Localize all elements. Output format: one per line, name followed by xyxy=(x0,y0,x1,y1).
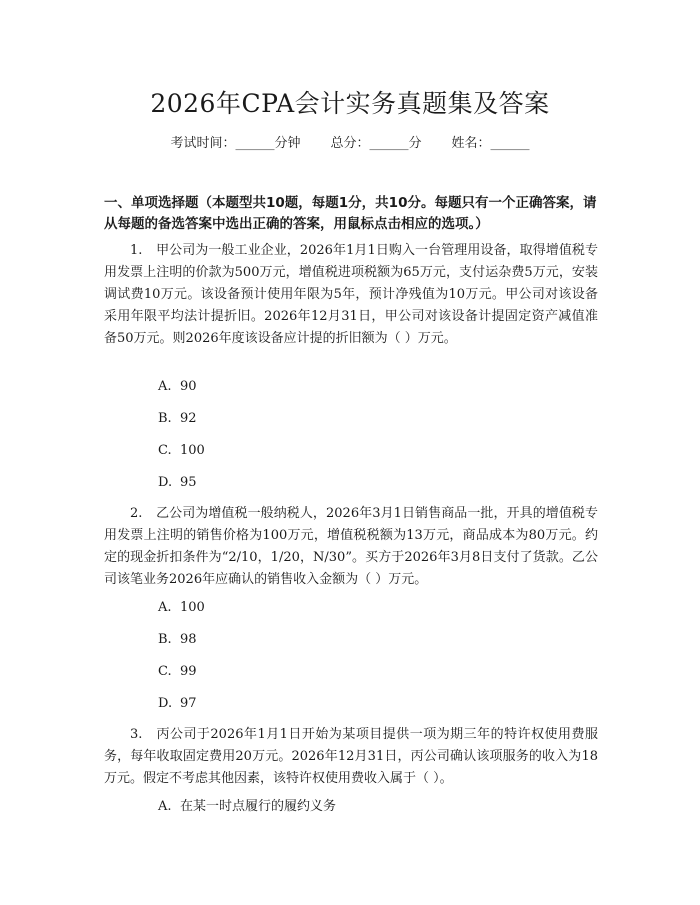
question-2-option-b[interactable] xyxy=(158,630,197,650)
total-score-field: 总分：______分 xyxy=(330,136,422,151)
question-2-option-c[interactable] xyxy=(158,662,197,682)
option-text: 100 xyxy=(180,443,205,458)
question-number: 2. xyxy=(130,506,143,521)
question-2-option-a[interactable] xyxy=(158,598,205,618)
option-letter: B. xyxy=(158,411,172,426)
option-letter: A. xyxy=(158,379,172,394)
option-text: 97 xyxy=(180,696,197,711)
question-1-option-b[interactable] xyxy=(158,409,197,429)
question-1-option-d[interactable] xyxy=(158,473,197,493)
question-3-option-a[interactable] xyxy=(158,797,336,817)
option-letter: A. xyxy=(158,799,172,814)
option-letter: C. xyxy=(158,664,172,679)
option-letter: D. xyxy=(158,475,173,490)
option-text: 99 xyxy=(180,664,197,679)
question-1-option-c[interactable] xyxy=(158,441,205,461)
option-text: 98 xyxy=(180,632,197,647)
option-text: 92 xyxy=(180,411,197,426)
name-field: 姓名：______ xyxy=(451,136,530,151)
option-text: 100 xyxy=(180,600,205,615)
option-letter: D. xyxy=(158,696,173,711)
question-number: 3. xyxy=(130,727,143,742)
question-3 xyxy=(104,724,598,790)
exam-info-line xyxy=(0,132,700,151)
question-number: 1. xyxy=(130,243,143,258)
option-letter: B. xyxy=(158,632,172,647)
option-text: 95 xyxy=(180,475,197,490)
option-letter: C. xyxy=(158,443,172,458)
section-heading: 一、单项选择题（本题型共10题，每题1分，共10分。每题只有一个正确答案，请从每题的备选答案中选出正确的答案，用鼠标点击相应的选项。） xyxy=(104,195,597,232)
question-1-option-a[interactable] xyxy=(158,377,197,397)
page-title: 2026年CPA会计实务真题集及答案 xyxy=(150,89,550,118)
question-2 xyxy=(104,503,598,591)
option-text: 90 xyxy=(180,379,197,394)
question-1 xyxy=(104,240,598,350)
question-2-option-d[interactable] xyxy=(158,694,197,714)
exam-time-field: 考试时间：______分钟 xyxy=(170,136,301,151)
question-text: 甲公司为一般工业企业，2026年1月1日购入一台管理用设备，取得增值税专用发票上注明的价款为500万元，增值税进项税额为65万元，支付运杂费5万元，安装调试费10万元。该设备预计使用年限为5年，预计净残值为10万元。甲公司对该设备采用年限平均法计提折旧。2026年12月31日，甲公司对该设备计提固定资产减值准备50万元。则2026年度该设备应计提的折旧额为（ ）万元。 xyxy=(104,243,598,346)
option-letter: A. xyxy=(158,600,172,615)
question-text: 丙公司于2026年1月1日开始为某项目提供一项为期三年的特许权使用费服务，每年收取固定费用20万元。2026年12月31日，丙公司确认该项服务的收入为18万元。假定不考虑其他因素，该特许权使用费收入属于（ ）。 xyxy=(104,727,598,786)
option-text: 在某一时点履行的履约义务 xyxy=(180,799,337,814)
question-text: 乙公司为增值税一般纳税人，2026年3月1日销售商品一批，开具的增值税专用发票上注明的销售价格为100万元，增值税税额为13万元，商品成本为80万元。约定的现金折扣条件为“2/10，1/20，N/30”。买方于2026年3月8日支付了货款。乙公司该笔业务2026年应确认的销售收入金额为（ ）万元。 xyxy=(104,506,598,587)
